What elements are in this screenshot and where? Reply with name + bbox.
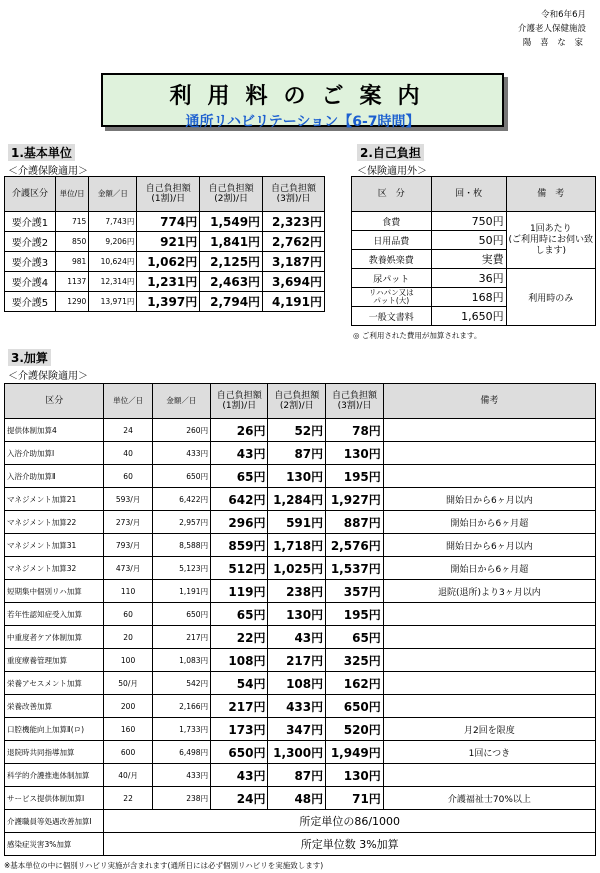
add-cell: 介護福祉士70%以上 [383, 787, 595, 810]
add-cell: 110 [104, 580, 152, 603]
add-cell: 593/月 [104, 488, 152, 511]
add-cell: 238円 [268, 580, 326, 603]
basic-unit-table [4, 176, 325, 312]
basic-cell: 850 [55, 232, 88, 252]
add-cell: 5,123円 [152, 557, 210, 580]
add-cell: 1,718円 [268, 534, 326, 557]
self-price: 168円 [431, 288, 506, 307]
basic-cell: 4,191円 [263, 292, 325, 312]
add-cell: 開始日から6ヶ月超 [383, 557, 595, 580]
add-cell: 20 [104, 626, 152, 649]
basic-cell: 981 [55, 252, 88, 272]
add-header-cell: 金額／日 [152, 384, 210, 419]
basic-cell: 要介護1 [5, 212, 56, 232]
add-cell: 65円 [211, 465, 268, 488]
self-price: 50円 [431, 231, 506, 250]
add-cell: 6,498円 [152, 741, 210, 764]
add-cell: 130円 [268, 465, 326, 488]
basic-header-row [5, 177, 325, 212]
add-cell: 24円 [211, 787, 268, 810]
table-row [5, 787, 596, 810]
add-cell: 43円 [211, 442, 268, 465]
basic-cell: 要介護4 [5, 272, 56, 292]
basic-cell: 1290 [55, 292, 88, 312]
add-header-cell: 自己負担額 (2割)/日 [268, 384, 326, 419]
basic-cell: 要介護5 [5, 292, 56, 312]
basic-cell: 1,841円 [200, 232, 263, 252]
add-cell: 重度療養管理加算 [5, 649, 104, 672]
add-cell: 22 [104, 787, 152, 810]
table-row [5, 292, 325, 312]
add-cell: 22円 [211, 626, 268, 649]
add-cell: 650円 [326, 695, 384, 718]
add-cell: 433円 [268, 695, 326, 718]
basic-cell: 2,323円 [263, 212, 325, 232]
add-cell [383, 695, 595, 718]
add-cell: 短期集中個別リハ加算 [5, 580, 104, 603]
add-cell: 感染症災害3%加算 [5, 833, 104, 856]
table-row [5, 232, 325, 252]
add-cell: 433円 [152, 442, 210, 465]
add-header-cell: 自己負担額 (1割)/日 [211, 384, 268, 419]
add-cell: 退院時共同指導加算 [5, 741, 104, 764]
add-cell: 347円 [268, 718, 326, 741]
add-cell [383, 419, 595, 442]
self-price: 36円 [431, 269, 506, 288]
add-heading: 3.加算 [8, 349, 51, 366]
basic-header-cell: 金額／日 [89, 177, 137, 212]
page-title: 利用料のご案内 [169, 84, 436, 109]
table-row [5, 603, 596, 626]
basic-heading: 1.基本単位 [8, 144, 75, 161]
add-cell: 退院(退所)より3ヶ月以内 [383, 580, 595, 603]
add-cell [383, 764, 595, 787]
add-cell: 開始日から6ヶ月以内 [383, 534, 595, 557]
add-cell: 1,083円 [152, 649, 210, 672]
addition-table [4, 383, 596, 856]
add-cell: 科学的介護推進体制加算 [5, 764, 104, 787]
add-cell: マネジメント加算22 [5, 511, 104, 534]
table-row [5, 272, 325, 292]
add-cell: 48円 [268, 787, 326, 810]
add-cell: 43円 [268, 626, 326, 649]
basic-cell: 2,794円 [200, 292, 263, 312]
add-cell [383, 672, 595, 695]
self-section-heading [357, 144, 427, 177]
add-cell: 提供体制加算4 [5, 419, 104, 442]
self-header-cell: 区 分 [352, 177, 432, 212]
self-note: 1回あたり (ご利用時にお伺い致します) [506, 212, 595, 269]
self-item: 尿パット [352, 269, 432, 288]
add-cell: 433円 [152, 764, 210, 787]
add-span-cell: 所定単位の86/1000 [104, 810, 596, 833]
self-pay-table [351, 176, 596, 326]
add-cell: 650円 [152, 603, 210, 626]
add-cell: 793/月 [104, 534, 152, 557]
self-item: 食費 [352, 212, 432, 231]
basic-cell: 921円 [137, 232, 200, 252]
add-cell: 162円 [326, 672, 384, 695]
add-cell: 217円 [152, 626, 210, 649]
basic-cell: 2,125円 [200, 252, 263, 272]
add-cell [383, 626, 595, 649]
add-cell: 473/月 [104, 557, 152, 580]
add-cell: 月2回を限度 [383, 718, 595, 741]
self-header-cell: 備 考 [506, 177, 595, 212]
add-cell: 1,927円 [326, 488, 384, 511]
table-row [5, 419, 596, 442]
self-item: 一般文書料 [352, 307, 432, 326]
add-cell: 26円 [211, 419, 268, 442]
table-row [5, 649, 596, 672]
add-cell: 54円 [211, 672, 268, 695]
add-cell: 71円 [326, 787, 384, 810]
self-subheading: ＜保険適用外＞ [357, 166, 427, 177]
add-cell: 6,422円 [152, 488, 210, 511]
add-header-cell: 区分 [5, 384, 104, 419]
add-cell: 60 [104, 603, 152, 626]
add-cell: 296円 [211, 511, 268, 534]
add-cell: 口腔機能向上加算Ⅱ(ロ) [5, 718, 104, 741]
add-cell: 238円 [152, 787, 210, 810]
table-row [5, 534, 596, 557]
table-row [5, 465, 596, 488]
basic-cell: 要介護3 [5, 252, 56, 272]
basic-header-cell: 介護区分 [5, 177, 56, 212]
basic-cell: 1137 [55, 272, 88, 292]
add-cell: 1,284円 [268, 488, 326, 511]
add-cell: 217円 [268, 649, 326, 672]
add-cell: 1回につき [383, 741, 595, 764]
add-cell: 859円 [211, 534, 268, 557]
table-row [5, 626, 596, 649]
add-header-cell: 自己負担額 (3割)/日 [326, 384, 384, 419]
add-cell: 200 [104, 695, 152, 718]
add-cell: サービス提供体制加算Ⅰ [5, 787, 104, 810]
table-row [5, 764, 596, 787]
add-cell: 開始日から6ヶ月超 [383, 511, 595, 534]
add-cell: 87円 [268, 764, 326, 787]
self-price: 1,650円 [431, 307, 506, 326]
add-cell: 2,957円 [152, 511, 210, 534]
self-item: リハパン又は パット(大) [352, 288, 432, 307]
add-cell: 173円 [211, 718, 268, 741]
add-cell: 8,588円 [152, 534, 210, 557]
add-section-heading [8, 349, 88, 382]
add-cell: 642円 [211, 488, 268, 511]
self-note: 利用時のみ [506, 269, 595, 326]
basic-cell: 13,971円 [89, 292, 137, 312]
basic-cell: 715 [55, 212, 88, 232]
basic-cell: 7,743円 [89, 212, 137, 232]
add-cell: 542円 [152, 672, 210, 695]
add-cell: 130円 [268, 603, 326, 626]
add-cell: 中重度者ケア体制加算 [5, 626, 104, 649]
table-row [5, 212, 325, 232]
self-header-cell: 回・枚 [431, 177, 506, 212]
add-cell: 介護職員等処遇改善加算Ⅰ [5, 810, 104, 833]
basic-cell: 要介護2 [5, 232, 56, 252]
add-cell: 60 [104, 465, 152, 488]
add-cell: 1,191円 [152, 580, 210, 603]
add-cell: 650円 [211, 741, 268, 764]
table-row [5, 488, 596, 511]
self-heading: 2.自己負担 [357, 144, 424, 161]
add-cell: 入浴介助加算Ⅰ [5, 442, 104, 465]
self-price: 実費 [431, 250, 506, 269]
add-header-row [5, 384, 596, 419]
basic-cell: 3,694円 [263, 272, 325, 292]
table-row [5, 810, 596, 833]
basic-header-cell: 単位/日 [55, 177, 88, 212]
add-cell: 325円 [326, 649, 384, 672]
add-cell: 512円 [211, 557, 268, 580]
self-item: 日用品費 [352, 231, 432, 250]
add-cell: 160 [104, 718, 152, 741]
table-row [352, 212, 596, 231]
basic-cell: 1,397円 [137, 292, 200, 312]
issue-date: 令和6年6月 [541, 10, 586, 20]
add-cell: 40/月 [104, 764, 152, 787]
add-cell: 1,949円 [326, 741, 384, 764]
add-cell: 24 [104, 419, 152, 442]
table-row [5, 557, 596, 580]
add-cell: マネジメント加算31 [5, 534, 104, 557]
add-cell: 217円 [211, 695, 268, 718]
facility-header [518, 8, 586, 50]
add-cell: 273/月 [104, 511, 152, 534]
basic-cell: 1,549円 [200, 212, 263, 232]
basic-cell: 9,206円 [89, 232, 137, 252]
add-cell: 130円 [326, 764, 384, 787]
add-cell: マネジメント加算21 [5, 488, 104, 511]
table-row [5, 580, 596, 603]
add-cell: 栄養アセスメント加算 [5, 672, 104, 695]
add-cell: 1,733円 [152, 718, 210, 741]
basic-cell: 10,624円 [89, 252, 137, 272]
add-cell: 357円 [326, 580, 384, 603]
add-cell [383, 603, 595, 626]
page-subtitle: 通所リハビリテーション【6-7時間】 [185, 114, 420, 130]
add-cell: 195円 [326, 465, 384, 488]
basic-subheading: ＜介護保険適用＞ [8, 166, 88, 177]
add-cell [383, 442, 595, 465]
add-cell: 119円 [211, 580, 268, 603]
basic-cell: 3,187円 [263, 252, 325, 272]
add-cell: 108円 [268, 672, 326, 695]
add-cell: 78円 [326, 419, 384, 442]
basic-cell: 774円 [137, 212, 200, 232]
add-cell: 65円 [211, 603, 268, 626]
add-cell: 260円 [152, 419, 210, 442]
add-cell [383, 649, 595, 672]
add-span-cell: 所定単位数 3%加算 [104, 833, 596, 856]
basic-cell: 12,314円 [89, 272, 137, 292]
basic-header-cell: 自己負担額 (1割)/日 [137, 177, 200, 212]
add-cell: 1,025円 [268, 557, 326, 580]
add-cell: 520円 [326, 718, 384, 741]
add-cell: 1,537円 [326, 557, 384, 580]
basic-cell: 2,463円 [200, 272, 263, 292]
table-row [5, 442, 596, 465]
add-cell: 40 [104, 442, 152, 465]
basic-section-heading [8, 144, 88, 177]
facility-name: 陽 喜 な 家 [522, 38, 586, 48]
basic-cell: 1,231円 [137, 272, 200, 292]
add-cell: 52円 [268, 419, 326, 442]
add-cell: 650円 [152, 465, 210, 488]
add-cell: 100 [104, 649, 152, 672]
add-header-cell: 備考 [383, 384, 595, 419]
title-box [101, 73, 504, 130]
add-cell: 2,166円 [152, 695, 210, 718]
self-price: 750円 [431, 212, 506, 231]
table-row [5, 718, 596, 741]
self-item: 教養娯楽費 [352, 250, 432, 269]
self-header-row [352, 177, 596, 212]
add-cell: 195円 [326, 603, 384, 626]
add-cell: 65円 [326, 626, 384, 649]
add-cell: マネジメント加算32 [5, 557, 104, 580]
add-cell: 50/月 [104, 672, 152, 695]
add-subheading: ＜介護保険適用＞ [8, 371, 88, 382]
table-row [5, 672, 596, 695]
table-row [5, 695, 596, 718]
basic-header-cell: 自己負担額 (3割)/日 [263, 177, 325, 212]
table-row [5, 833, 596, 856]
add-cell: 2,576円 [326, 534, 384, 557]
basic-cell: 1,062円 [137, 252, 200, 272]
table-row [5, 252, 325, 272]
table-row [5, 511, 596, 534]
add-cell: 108円 [211, 649, 268, 672]
add-header-cell: 単位／日 [104, 384, 152, 419]
add-footnote: ※基本単位の中に個別リハビリ実施が含まれます(通所日には必ず個別リハビリを実施致します) [4, 861, 324, 870]
add-cell: 43円 [211, 764, 268, 787]
add-cell: 87円 [268, 442, 326, 465]
add-cell: 入浴介助加算Ⅱ [5, 465, 104, 488]
facility-type: 介護老人保健施設 [517, 24, 586, 34]
add-cell: 若年性認知症受入加算 [5, 603, 104, 626]
add-cell [383, 465, 595, 488]
table-row [5, 741, 596, 764]
add-cell: 130円 [326, 442, 384, 465]
add-cell: 栄養改善加算 [5, 695, 104, 718]
add-cell: 600 [104, 741, 152, 764]
basic-header-cell: 自己負担額 (2割)/日 [200, 177, 263, 212]
self-footnote: ◎ ご利用された費用が加算されます。 [353, 331, 482, 340]
table-row [352, 269, 596, 288]
add-cell: 591円 [268, 511, 326, 534]
add-cell: 887円 [326, 511, 384, 534]
add-cell: 開始日から6ヶ月以内 [383, 488, 595, 511]
add-cell: 1,300円 [268, 741, 326, 764]
basic-cell: 2,762円 [263, 232, 325, 252]
